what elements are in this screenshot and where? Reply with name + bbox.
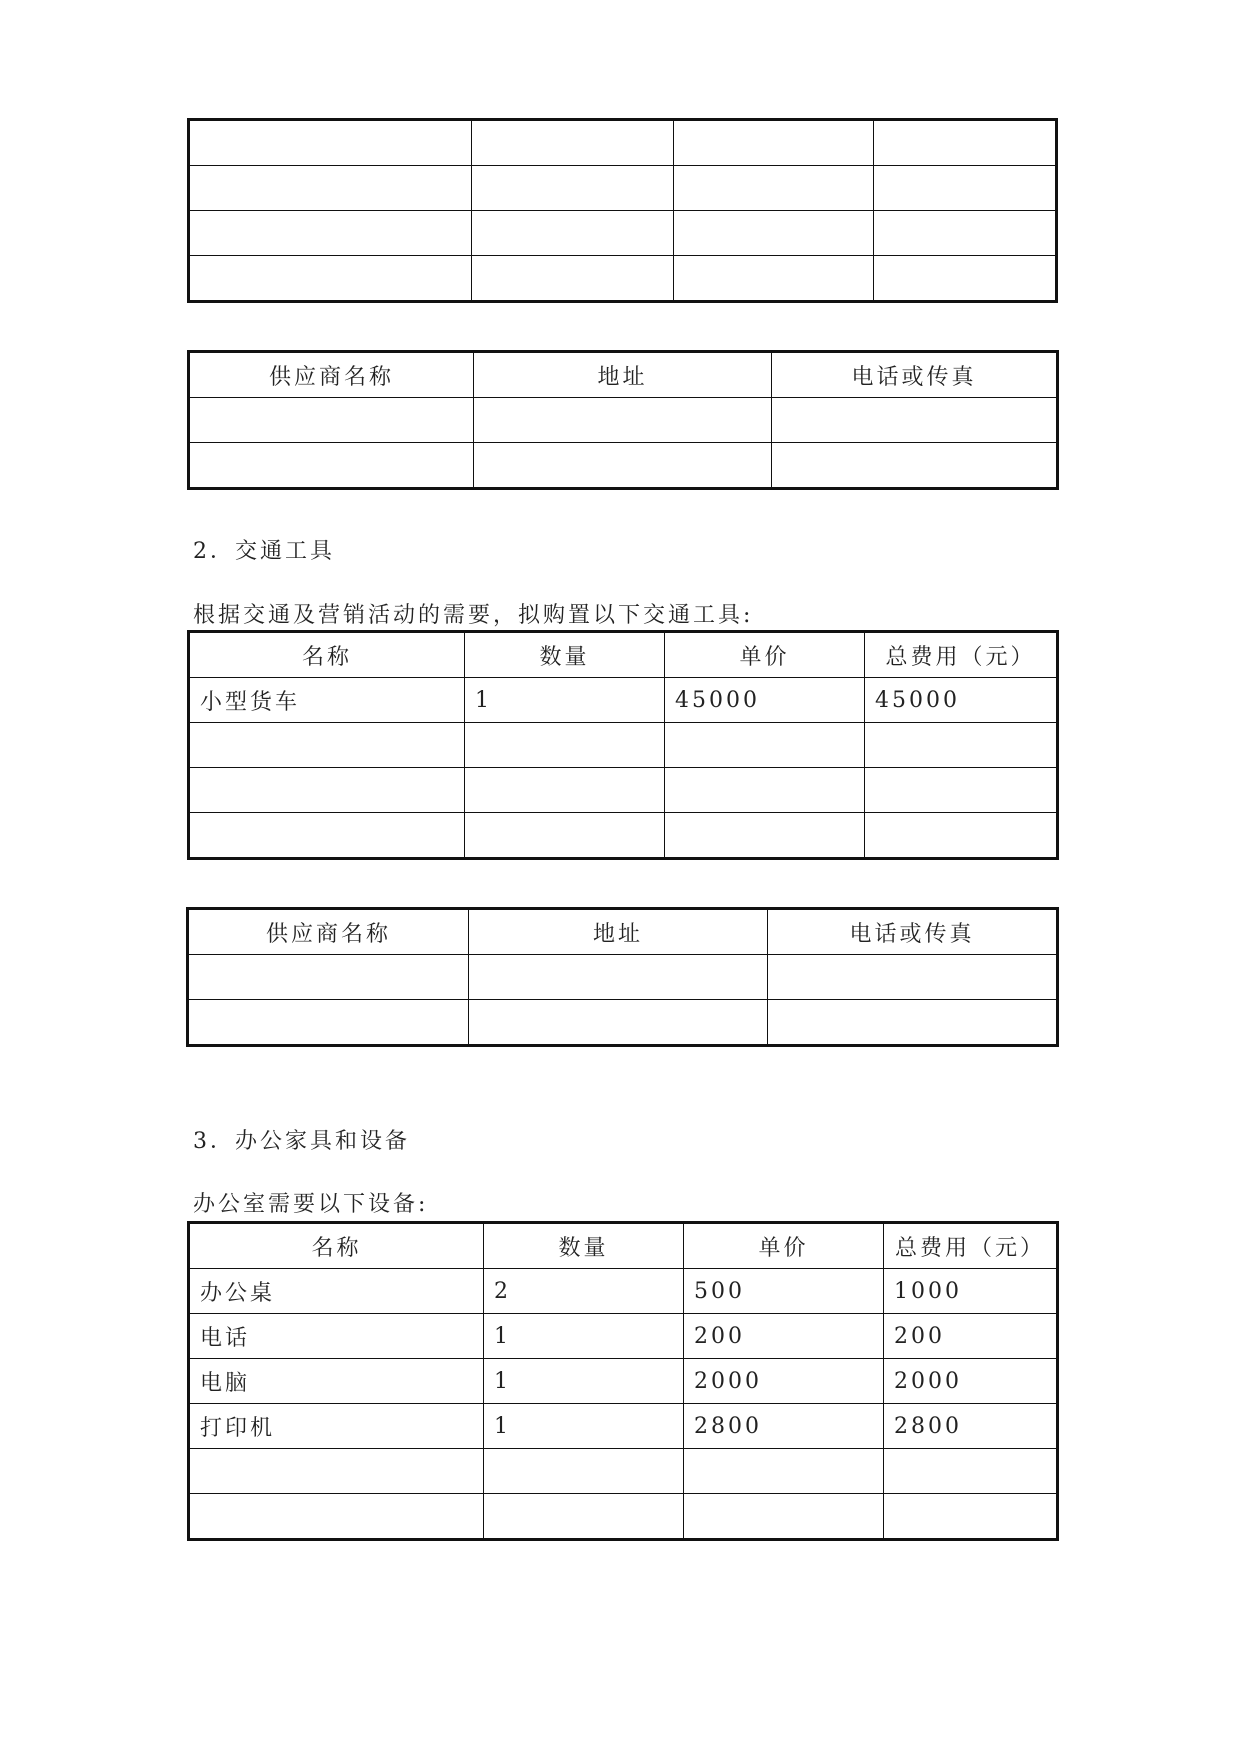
cell-quantity: 2 [484, 1269, 684, 1314]
cell-unit-price [665, 768, 865, 813]
cell-unit-price [665, 723, 865, 768]
cell-total-cost [865, 768, 1058, 813]
header-cell-unit-price: 单价 [665, 632, 865, 678]
header-cell-name: 名称 [189, 632, 465, 678]
header-cell-quantity: 数量 [465, 632, 665, 678]
cell-name: 电话 [189, 1314, 484, 1359]
section-intro-vehicles: 根据交通及营销活动的需要，拟购置以下交通工具: [193, 603, 754, 628]
cell-unit-price: 2800 [684, 1404, 884, 1449]
table-row [189, 398, 1058, 443]
header-cell-name: 名称 [189, 1223, 484, 1269]
table-header-row [188, 909, 1058, 955]
cell-total-cost: 1000 [884, 1269, 1058, 1314]
cell-total-cost: 2000 [884, 1359, 1058, 1404]
header-cell-unit-price: 单价 [684, 1223, 884, 1269]
cell-unit-price [665, 813, 865, 859]
table-row [189, 256, 1057, 302]
cell-unit-price: 45000 [665, 678, 865, 723]
cell-unit-price: 2000 [684, 1359, 884, 1404]
section-heading-vehicles: 2．交通工具 [193, 539, 335, 564]
office-equipment-table [187, 1221, 1059, 1541]
table-row [189, 678, 1058, 723]
header-cell-address: 地址 [474, 352, 772, 398]
table-row [189, 1314, 1058, 1359]
table-row [189, 1404, 1058, 1449]
table-row [189, 443, 1058, 489]
header-cell-phone-fax: 电话或传真 [772, 352, 1058, 398]
header-cell-address: 地址 [469, 909, 768, 955]
cell-quantity: 1 [484, 1359, 684, 1404]
cell-total-cost: 200 [884, 1314, 1058, 1359]
header-cell-quantity: 数量 [484, 1223, 684, 1269]
cell-unit-price [684, 1494, 884, 1540]
cell-quantity [484, 1449, 684, 1494]
section-heading-office: 3．办公家具和设备 [193, 1129, 410, 1154]
header-cell-supplier-name: 供应商名称 [189, 352, 474, 398]
table-row [189, 813, 1058, 859]
table-row [189, 768, 1058, 813]
header-cell-supplier-name: 供应商名称 [188, 909, 469, 955]
cell-unit-price [684, 1449, 884, 1494]
cell-quantity [465, 723, 665, 768]
cell-name: 打印机 [189, 1404, 484, 1449]
header-cell-total-cost: 总费用（元） [884, 1223, 1058, 1269]
table-row [189, 120, 1057, 166]
supplier-table-1 [187, 350, 1059, 490]
cell-quantity [465, 813, 665, 859]
cell-name: 办公桌 [189, 1269, 484, 1314]
cell-total-cost [884, 1494, 1058, 1540]
cell-name [189, 813, 465, 859]
table-header-row [189, 352, 1058, 398]
table-row [189, 166, 1057, 211]
table-row [189, 1449, 1058, 1494]
cell-name [189, 1449, 484, 1494]
cell-name [189, 723, 465, 768]
table-row [189, 1359, 1058, 1404]
cell-total-cost [865, 723, 1058, 768]
table-row [189, 1269, 1058, 1314]
table-header-row [189, 1223, 1058, 1269]
continued-table [187, 118, 1058, 303]
cell-quantity [484, 1494, 684, 1540]
table-row [189, 1494, 1058, 1540]
supplier-table-2 [186, 907, 1059, 1047]
header-cell-total-cost: 总费用（元） [865, 632, 1058, 678]
cell-total-cost: 2800 [884, 1404, 1058, 1449]
cell-total-cost [884, 1449, 1058, 1494]
cell-name: 电脑 [189, 1359, 484, 1404]
table-row [188, 955, 1058, 1000]
vehicles-table [187, 630, 1059, 860]
cell-name: 小型货车 [189, 678, 465, 723]
table-header-row [189, 632, 1058, 678]
cell-total-cost [865, 813, 1058, 859]
table-row [189, 723, 1058, 768]
cell-unit-price: 500 [684, 1269, 884, 1314]
cell-quantity: 1 [484, 1404, 684, 1449]
table-row [188, 1000, 1058, 1046]
table-row [189, 211, 1057, 256]
section-intro-office: 办公室需要以下设备: [193, 1192, 429, 1217]
cell-name [189, 1494, 484, 1540]
cell-quantity: 1 [465, 678, 665, 723]
cell-unit-price: 200 [684, 1314, 884, 1359]
cell-quantity [465, 768, 665, 813]
header-cell-phone-fax: 电话或传真 [768, 909, 1058, 955]
cell-total-cost: 45000 [865, 678, 1058, 723]
cell-quantity: 1 [484, 1314, 684, 1359]
cell-name [189, 768, 465, 813]
